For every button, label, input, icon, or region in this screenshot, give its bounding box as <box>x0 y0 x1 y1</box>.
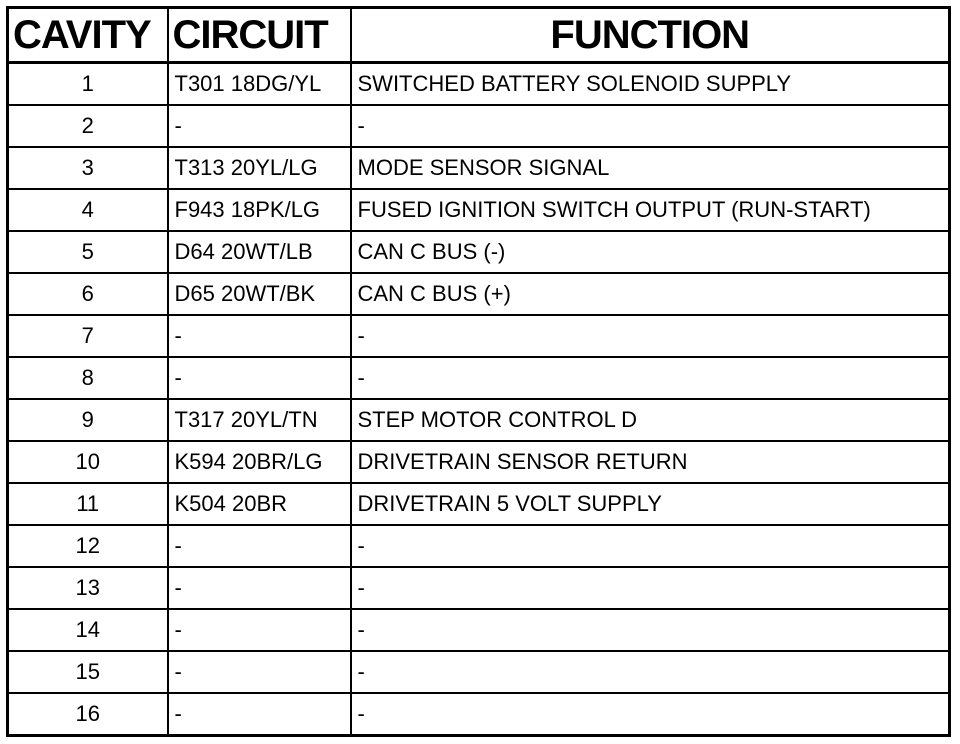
circuit-cell: T301 18DG/YL <box>168 63 351 106</box>
connector-pinout-table <box>6 6 951 737</box>
cavity-cell: 10 <box>8 441 168 483</box>
circuit-cell: T317 20YL/TN <box>168 399 351 441</box>
function-cell: - <box>351 567 950 609</box>
function-cell: CAN C BUS (-) <box>351 231 950 273</box>
function-cell: STEP MOTOR CONTROL D <box>351 399 950 441</box>
cavity-cell: 2 <box>8 105 168 147</box>
table-row <box>8 189 950 231</box>
cavity-cell: 4 <box>8 189 168 231</box>
table-row <box>8 651 950 693</box>
cavity-cell: 14 <box>8 609 168 651</box>
function-cell: CAN C BUS (+) <box>351 273 950 315</box>
table-row <box>8 63 950 106</box>
table-row <box>8 357 950 399</box>
circuit-column-header: CIRCUIT <box>168 8 351 63</box>
table-row <box>8 147 950 189</box>
function-cell: - <box>351 105 950 147</box>
table-row <box>8 399 950 441</box>
cavity-cell: 15 <box>8 651 168 693</box>
circuit-cell: - <box>168 651 351 693</box>
cavity-cell: 13 <box>8 567 168 609</box>
circuit-cell: K594 20BR/LG <box>168 441 351 483</box>
table-row <box>8 315 950 357</box>
table-row <box>8 231 950 273</box>
circuit-cell: K504 20BR <box>168 483 351 525</box>
table-row <box>8 273 950 315</box>
table-row <box>8 441 950 483</box>
function-cell: DRIVETRAIN 5 VOLT SUPPLY <box>351 483 950 525</box>
function-cell: - <box>351 357 950 399</box>
circuit-cell: - <box>168 525 351 567</box>
circuit-cell: D65 20WT/BK <box>168 273 351 315</box>
cavity-cell: 6 <box>8 273 168 315</box>
table-row <box>8 483 950 525</box>
cavity-cell: 12 <box>8 525 168 567</box>
cavity-cell: 1 <box>8 63 168 106</box>
table-row <box>8 525 950 567</box>
circuit-cell: - <box>168 315 351 357</box>
table-row <box>8 693 950 736</box>
circuit-cell: - <box>168 357 351 399</box>
header-row <box>8 8 950 63</box>
cavity-column-header: CAVITY <box>8 8 168 63</box>
cavity-cell: 16 <box>8 693 168 736</box>
function-cell: - <box>351 651 950 693</box>
circuit-cell: F943 18PK/LG <box>168 189 351 231</box>
cavity-cell: 11 <box>8 483 168 525</box>
circuit-cell: - <box>168 693 351 736</box>
circuit-cell: - <box>168 105 351 147</box>
cavity-cell: 5 <box>8 231 168 273</box>
function-cell: - <box>351 609 950 651</box>
circuit-cell: D64 20WT/LB <box>168 231 351 273</box>
function-cell: - <box>351 315 950 357</box>
function-cell: FUSED IGNITION SWITCH OUTPUT (RUN-START) <box>351 189 950 231</box>
table-row <box>8 105 950 147</box>
cavity-cell: 3 <box>8 147 168 189</box>
function-cell: SWITCHED BATTERY SOLENOID SUPPLY <box>351 63 950 106</box>
pinout-rows <box>8 63 950 736</box>
function-column-header: FUNCTION <box>351 8 950 63</box>
function-cell: - <box>351 525 950 567</box>
circuit-cell: T313 20YL/LG <box>168 147 351 189</box>
function-cell: MODE SENSOR SIGNAL <box>351 147 950 189</box>
function-cell: DRIVETRAIN SENSOR RETURN <box>351 441 950 483</box>
cavity-cell: 7 <box>8 315 168 357</box>
connector-pinout-sheet <box>6 6 948 738</box>
circuit-cell: - <box>168 567 351 609</box>
cavity-cell: 9 <box>8 399 168 441</box>
function-cell: - <box>351 693 950 736</box>
table-row <box>8 567 950 609</box>
cavity-cell: 8 <box>8 357 168 399</box>
circuit-cell: - <box>168 609 351 651</box>
table-row <box>8 609 950 651</box>
